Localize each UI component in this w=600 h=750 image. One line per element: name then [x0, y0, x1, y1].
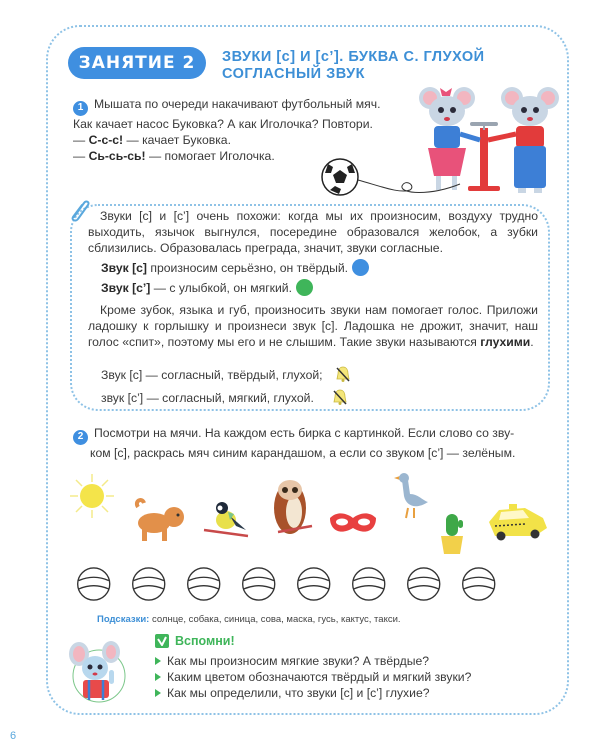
summary-line-2: звук [с’] — согласный, мягкий, глухой.: [101, 388, 349, 406]
page-number: 6: [10, 730, 17, 742]
colorable-ball[interactable]: [351, 563, 386, 605]
bullet-arrow-icon: [155, 657, 161, 665]
sun-picture: [68, 472, 116, 520]
colorable-ball[interactable]: [296, 563, 331, 605]
hard-sound-line: Звук [с] произносим серьёзно, он твёрдый.: [101, 259, 369, 276]
bullet-arrow-icon: [155, 689, 161, 697]
remember-title: Вспомни!: [175, 634, 235, 648]
remember-question: Как мы определили, что звуки [с] и [с’] глухие?: [155, 685, 471, 701]
info-paragraph-1: Звуки [с] и [с’] очень похожи: когда мы их произносим, воздуху трудно выходить, язычок выгнулся, посередине образовался желобок, а зубки сблизились. Образовалась преграда, значит, звуки согласные.: [88, 209, 538, 255]
dialogue-line-2: — Сь-сь-сь! — помогает Иголочка.: [73, 148, 275, 163]
bullet-arrow-icon: [155, 673, 161, 681]
picture-tags-row: [60, 462, 580, 557]
task-1-line2: Как качает насос Буковка? А как Иголочка? Повтори.: [73, 116, 373, 131]
check-icon: [155, 634, 169, 648]
muted-bell-icon: [334, 365, 352, 383]
info-paragraph-2: Кроме зубок, языка и губ, произносить звуки нам помогает голос. Приложи ладошку к горлышку и произнеси звук [с]. Ладошка не дрожит, значит, наш голос «спит», поэтому мы его и не слышим. Такие звуки называются глухими.: [88, 303, 538, 349]
mouse-mascot-avatar: [65, 640, 127, 706]
task-1-line1: Мышата по очереди накачивают футбольный мяч.: [94, 97, 381, 111]
colorable-ball[interactable]: [131, 563, 166, 605]
owl-picture: [268, 470, 316, 540]
colorable-ball[interactable]: [241, 563, 276, 605]
titmouse-picture: [202, 496, 252, 540]
cactus-picture: [438, 512, 466, 556]
hints-line: [97, 614, 401, 625]
task-number-badge: 1: [73, 101, 88, 116]
task-number-badge: 2: [73, 430, 88, 445]
football-with-hose: [320, 150, 470, 205]
colorable-ball[interactable]: [461, 563, 496, 605]
hints-words: солнце, собака, синица, сова, маска, гусь, кактус, такси.: [149, 614, 401, 625]
muted-bell-icon: [331, 388, 349, 406]
remember-questions: [155, 653, 471, 701]
lesson-title-line1: ЗВУКИ [с] И [с’]. БУКВА С. ГЛУХОЙ: [222, 49, 485, 65]
lesson-title: [222, 49, 552, 83]
paperclip-icon: [68, 197, 90, 223]
summary-line-1: Звук [с] — согласный, твёрдый, глухой;: [101, 365, 352, 383]
colorable-ball[interactable]: [186, 563, 221, 605]
lesson-title-line2: СОГЛАСНЫЙ ЗВУК: [222, 66, 365, 82]
dialogue-line-1: — С-с-с! — качает Буковка.: [73, 132, 231, 147]
lesson-badge: ЗАНЯТИЕ 2: [68, 47, 206, 79]
hints-label: Подсказки:: [97, 614, 150, 625]
green-soft-dot-icon: [296, 279, 313, 296]
soft-sound-line: Звук [с’] — с улыбкой, он мягкий.: [101, 279, 313, 296]
task-2: 2 Посмотри на мячи. На каждом есть бирка с картинкой. Если слово со зву- ком [с], раскрась мяч синим карандашом, а если со звуком [с’] — зелёным.: [73, 425, 563, 461]
remember-header: [155, 634, 235, 648]
goose-picture: [392, 470, 432, 522]
mask-picture: [328, 510, 378, 538]
colorable-ball[interactable]: [76, 563, 111, 605]
taxi-picture: [485, 502, 549, 542]
blue-hard-dot-icon: [352, 259, 369, 276]
remember-question: Как мы произносим мягкие звуки? А твёрдые?: [155, 653, 471, 669]
balls-to-color-row: [76, 563, 496, 608]
colorable-ball[interactable]: [406, 563, 441, 605]
dog-picture: [132, 497, 187, 543]
remember-question: Каким цветом обозначаются твёрдый и мягкий звуки?: [155, 669, 471, 685]
